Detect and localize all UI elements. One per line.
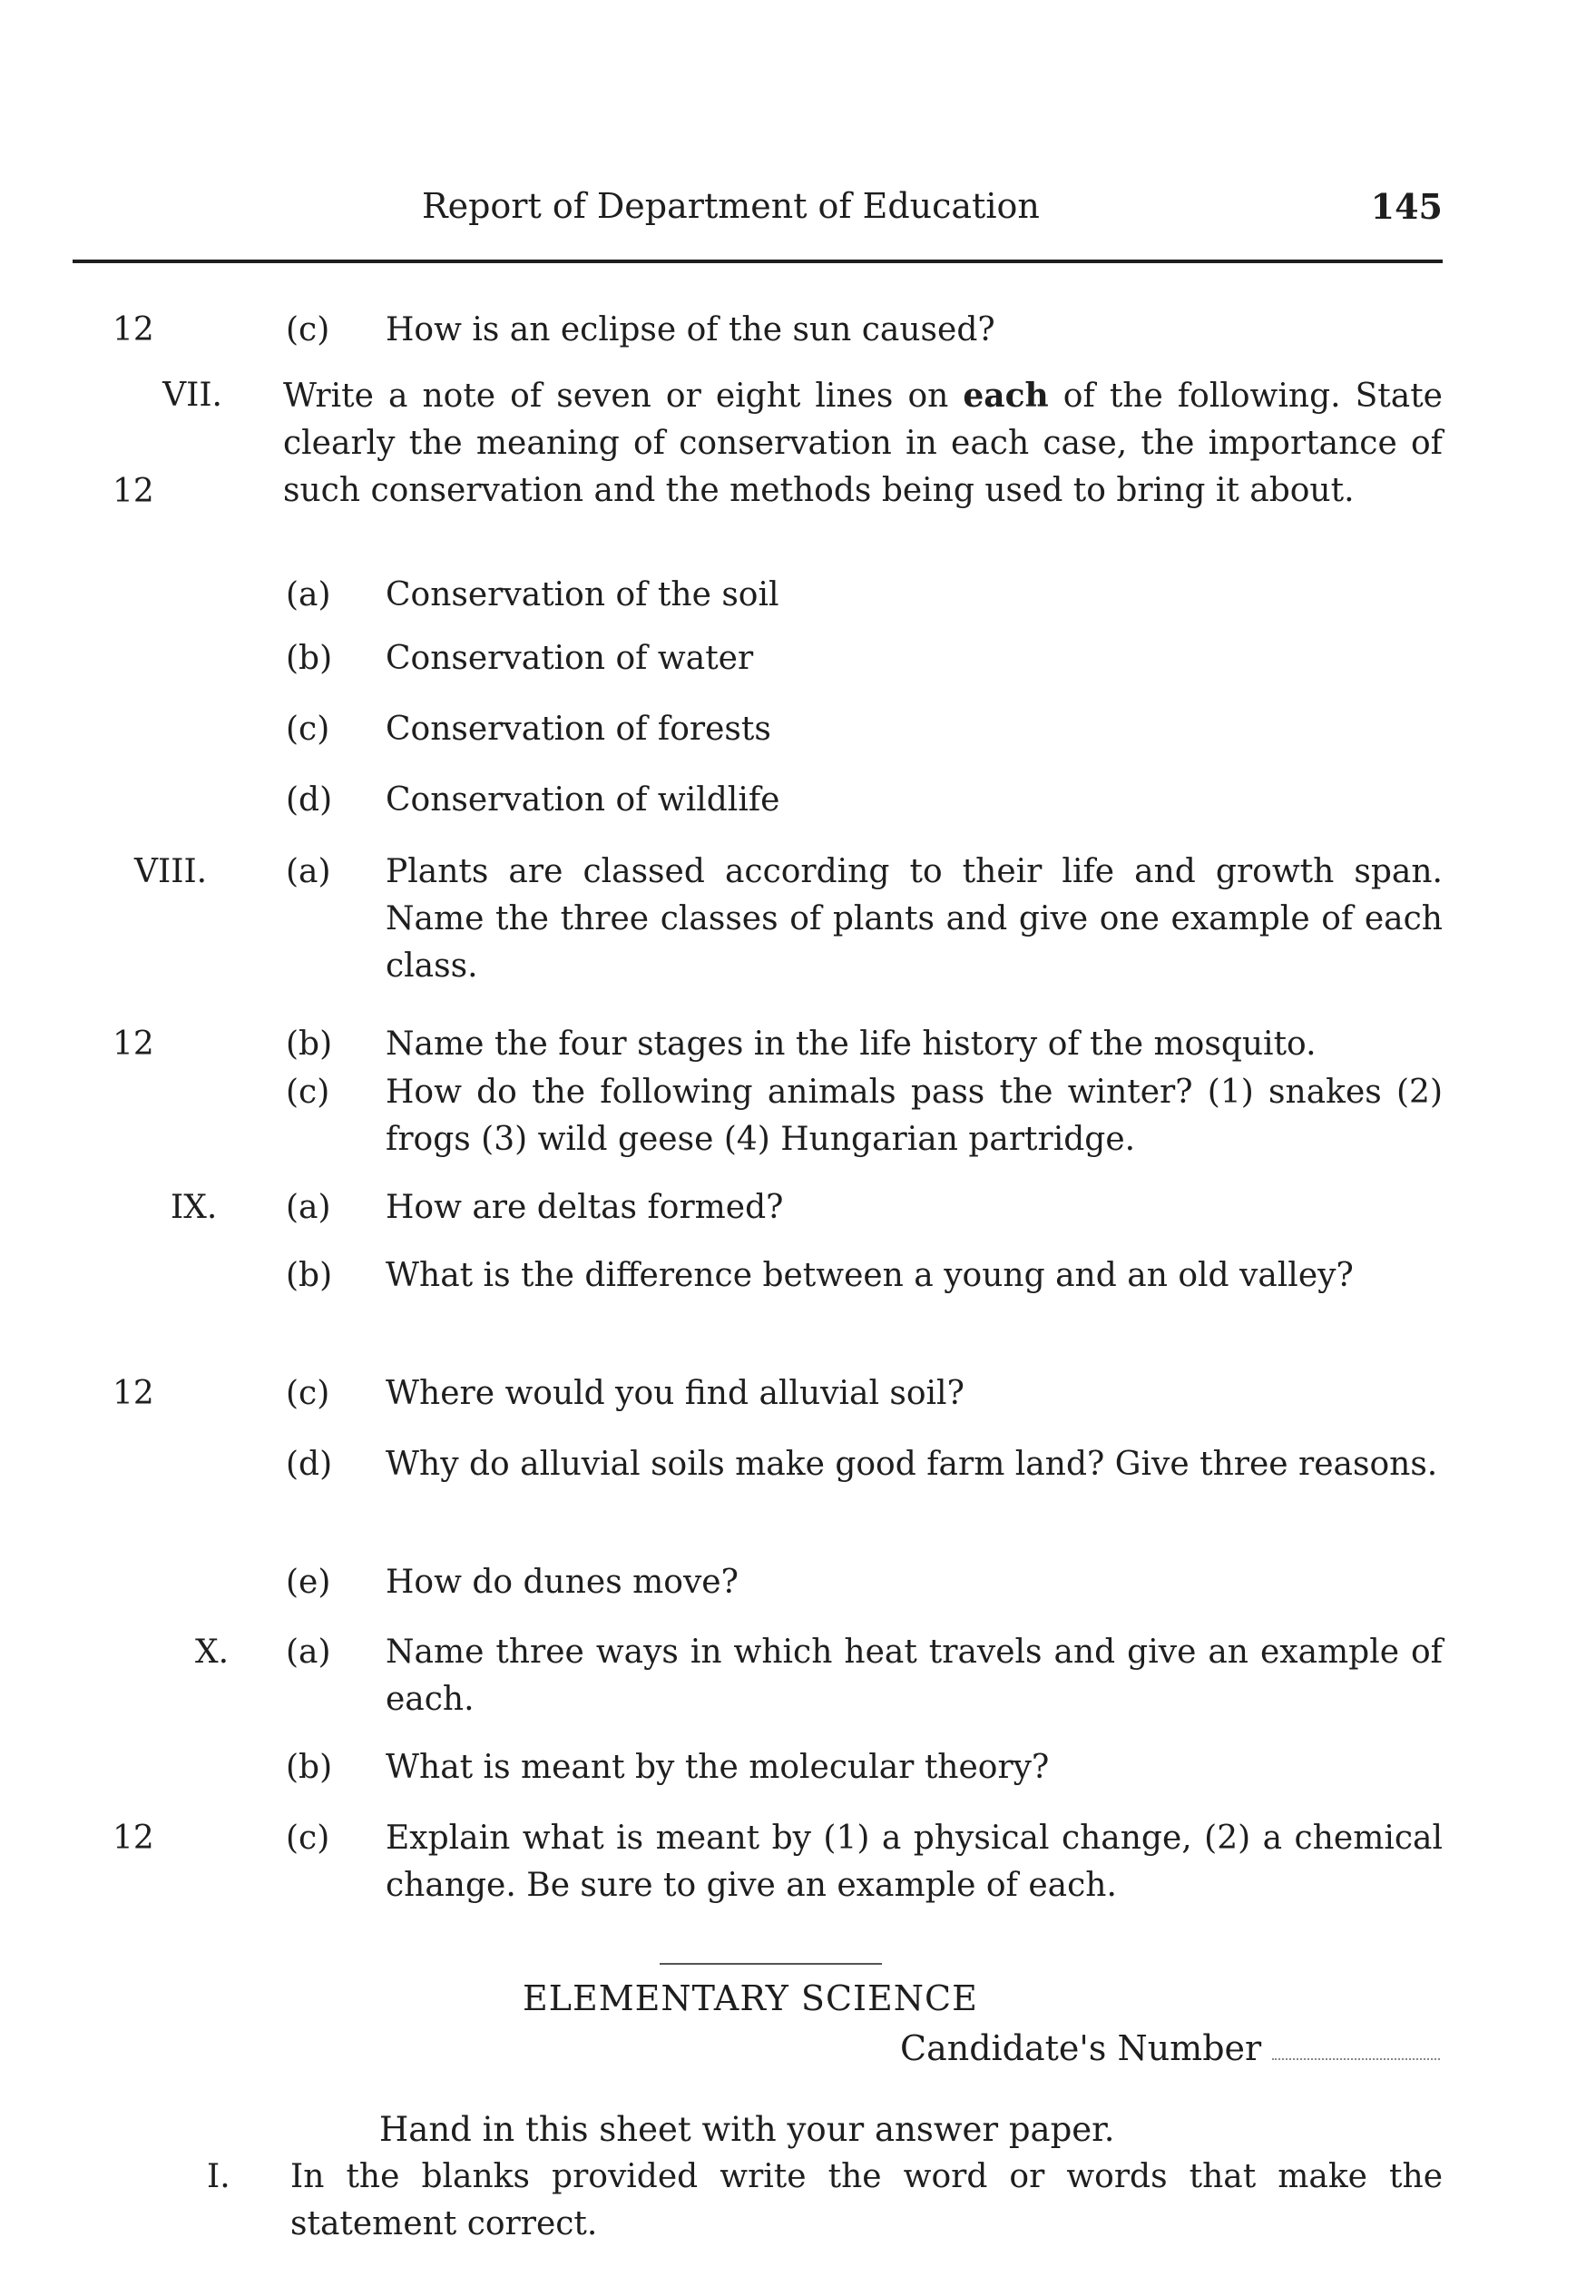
sub-label: (a) <box>286 853 331 890</box>
question-text: Conservation of forests <box>386 711 771 748</box>
question-text: How do the following animals pass the winter? (1) snakes (2) frogs (3) wild geese (4) Hungarian partridge. <box>386 1074 1443 1159</box>
marks-label: 12 <box>113 473 154 510</box>
sub-label: (c) <box>286 1375 330 1412</box>
roman-numeral: VII. <box>162 377 222 414</box>
text-part: Write a note of seven or eight lines on <box>283 378 964 415</box>
sub-label: (b) <box>286 1749 333 1786</box>
sub-label: (d) <box>286 1446 333 1483</box>
question-text: How are deltas formed? <box>386 1189 784 1226</box>
question-text: What is the difference between a young and an old valley? <box>386 1257 1354 1294</box>
section-divider <box>660 1963 882 1965</box>
candidate-number-field <box>900 2024 1440 2074</box>
sub-label: (b) <box>286 640 333 677</box>
sub-label: (b) <box>286 1025 333 1063</box>
marks-label: 12 <box>113 1025 154 1063</box>
question-text: Name three ways in which heat travels and give an example of each. <box>386 1634 1443 1719</box>
header-rule <box>73 260 1443 263</box>
roman-numeral: I. <box>207 2158 230 2195</box>
question-text: How do dunes move? <box>386 1564 739 1601</box>
sub-label: (d) <box>286 781 333 819</box>
marks-label: 12 <box>113 1375 154 1412</box>
instruction-text: Hand in this sheet with your answer paper. <box>379 2110 1115 2149</box>
question-text: What is meant by the molecular theory? <box>386 1749 1050 1786</box>
sub-label: (c) <box>286 311 330 348</box>
question-text: Conservation of the soil <box>386 576 779 613</box>
running-header <box>73 182 1443 236</box>
emphasis-text: each <box>963 377 1049 415</box>
question-text: Explain what is meant by (1) a physical change, (2) a chemical change. Be sure to give an example of each. <box>386 1820 1443 1905</box>
marks-label: 12 <box>113 1820 154 1857</box>
question-text: Where would you find alluvial soil? <box>386 1375 964 1412</box>
roman-numeral: VIII. <box>134 853 208 890</box>
sub-label: (a) <box>286 1189 331 1226</box>
sub-label: (b) <box>286 1257 333 1294</box>
sub-label: (a) <box>286 576 331 613</box>
question-text: How is an eclipse of the sun caused? <box>386 311 995 348</box>
candidate-number-label: Candidate's Number <box>900 2028 1262 2068</box>
question-text: Plants are classed according to their life and growth span. Name the three classes of plants and give one example of each class. <box>386 853 1443 986</box>
section-title: ELEMENTARY SCIENCE <box>523 1978 978 2018</box>
sub-label: (a) <box>286 1634 331 1671</box>
sub-label: (c) <box>286 711 330 748</box>
sub-label: (c) <box>286 1074 330 1111</box>
candidate-number-blank <box>1272 2035 1440 2060</box>
question-text <box>283 372 1443 515</box>
question-text: Name the four stages in the life history of the mosquito. <box>386 1025 1317 1063</box>
roman-numeral: IX. <box>171 1189 218 1226</box>
sub-label: (e) <box>286 1564 331 1601</box>
text-part: of the following. State clearly the meaning of conservation in each case, the importance of such conservation and the methods being used to bring it about. <box>283 378 1443 510</box>
question-text: Conservation of wildlife <box>386 781 780 819</box>
sub-label: (c) <box>286 1820 330 1857</box>
question-text: Why do alluvial soils make good farm land? Give three reasons. <box>386 1446 1438 1483</box>
question-text: Conservation of water <box>386 640 754 677</box>
roman-numeral: X. <box>195 1634 230 1671</box>
question-text: In the blanks provided write the word or words that make the statement correct. <box>290 2158 1443 2243</box>
header-title: Report of Department of Education <box>422 186 1040 226</box>
page-number: 145 <box>1370 186 1443 227</box>
marks-label: 12 <box>113 311 154 348</box>
